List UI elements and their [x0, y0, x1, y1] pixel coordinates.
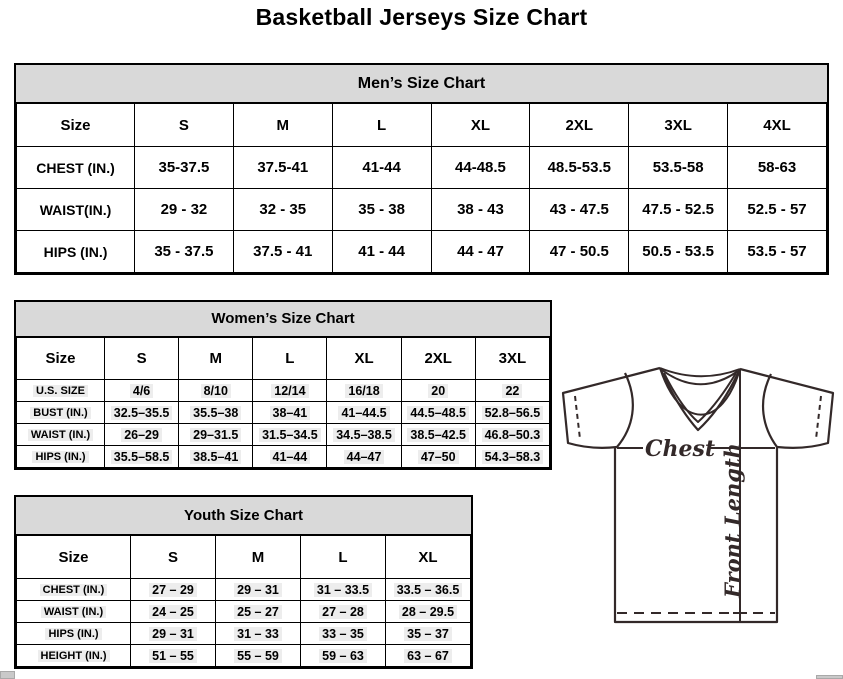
cell-text: 35.5–58.5 — [111, 450, 173, 464]
size-range-cell — [401, 380, 475, 402]
measurement-row-label — [17, 645, 131, 667]
size-range-cell — [105, 424, 179, 446]
jersey-left-cuff-dashes — [575, 396, 580, 439]
size-range-cell — [401, 446, 475, 468]
cell-text: CHEST (IN.) — [40, 584, 108, 596]
size-column-header: L — [332, 104, 431, 147]
size-range-cell — [131, 623, 216, 645]
jersey-measurement-diagram — [556, 360, 843, 645]
size-column-header: 3XL — [629, 104, 728, 147]
size-range-cell — [179, 402, 253, 424]
size-range-cell — [386, 579, 471, 601]
cell-text: 12/14 — [271, 384, 308, 398]
measurement-row — [17, 189, 827, 231]
measurement-row-label — [17, 446, 105, 468]
jersey-collar-back-arc1 — [660, 368, 740, 376]
jersey-body — [615, 447, 777, 622]
jersey-right-armhole — [763, 374, 777, 447]
jersey-left-armhole — [617, 373, 633, 447]
cell-text: 31.5–34.5 — [259, 428, 321, 442]
cell-text: 38.5–42.5 — [407, 428, 469, 442]
size-range-cell: 43 - 47.5 — [530, 189, 629, 231]
cell-text: 32.5–35.5 — [111, 406, 173, 420]
measurement-row-label — [17, 380, 105, 402]
cell-text: 33 – 35 — [319, 627, 367, 641]
youth-chart-title: Youth Size Chart — [16, 497, 471, 535]
size-column-header: Size — [17, 536, 131, 579]
size-range-cell — [327, 424, 401, 446]
size-range-cell — [327, 402, 401, 424]
size-column-header: 2XL — [401, 338, 475, 380]
cell-text: 29–31.5 — [190, 428, 241, 442]
cell-text: 46.8–50.3 — [482, 428, 544, 442]
size-range-cell: 38 - 43 — [431, 189, 530, 231]
size-range-cell — [475, 424, 549, 446]
cell-text: 41–44 — [270, 450, 311, 464]
mens-size-chart — [14, 63, 829, 275]
size-range-cell — [327, 446, 401, 468]
womens-chart-title: Women’s Size Chart — [16, 302, 550, 337]
size-column-header: XL — [386, 536, 471, 579]
size-range-cell: 32 - 35 — [233, 189, 332, 231]
measurement-row — [17, 231, 827, 273]
mens-chart-title: Men’s Size Chart — [16, 65, 827, 103]
size-header-row — [17, 536, 471, 579]
mens-size-table — [16, 103, 827, 273]
size-range-cell: 50.5 - 53.5 — [629, 231, 728, 273]
cell-text: 47–50 — [418, 450, 459, 464]
size-range-cell — [179, 424, 253, 446]
cell-text: 22 — [502, 384, 522, 398]
size-range-cell: 44-48.5 — [431, 147, 530, 189]
size-range-cell: 41-44 — [332, 147, 431, 189]
size-column-header: 3XL — [475, 338, 549, 380]
size-range-cell — [253, 402, 327, 424]
size-range-cell — [301, 645, 386, 667]
cell-text: 35.5–38 — [190, 406, 241, 420]
cell-text: 31 – 33 — [234, 627, 282, 641]
size-range-cell — [301, 601, 386, 623]
cell-text: WAIST (IN.) — [41, 606, 106, 618]
cell-text: 4/6 — [130, 384, 153, 398]
front-length-label: Front Length — [720, 443, 745, 598]
measurement-row — [17, 424, 550, 446]
cell-text: 38.5–41 — [190, 450, 241, 464]
size-range-cell — [105, 380, 179, 402]
size-range-cell — [131, 645, 216, 667]
cell-text: 29 – 31 — [234, 583, 282, 597]
size-column-header: M — [179, 338, 253, 380]
youth-size-table — [16, 535, 471, 667]
size-column-header: S — [131, 536, 216, 579]
womens-size-chart — [14, 300, 552, 470]
cell-text: 38–41 — [270, 406, 311, 420]
cell-text: 54.3–58.3 — [482, 450, 544, 464]
measurement-row-label — [17, 579, 131, 601]
size-range-cell: 53.5-58 — [629, 147, 728, 189]
size-range-cell — [475, 402, 549, 424]
cell-text: 34.5–38.5 — [333, 428, 395, 442]
measurement-row — [17, 579, 471, 601]
size-range-cell: 29 - 32 — [135, 189, 234, 231]
cell-text: 16/18 — [345, 384, 382, 398]
size-range-cell — [386, 645, 471, 667]
size-column-header: XL — [327, 338, 401, 380]
size-range-cell: 37.5-41 — [233, 147, 332, 189]
cell-text: 31 – 33.5 — [314, 583, 372, 597]
size-range-cell — [301, 579, 386, 601]
size-range-cell: 35 - 37.5 — [135, 231, 234, 273]
cell-text: BUST (IN.) — [30, 407, 90, 419]
cell-text: 41–44.5 — [338, 406, 389, 420]
measurement-row-label — [17, 402, 105, 424]
size-column-header: S — [105, 338, 179, 380]
size-range-cell: 41 - 44 — [332, 231, 431, 273]
size-range-cell — [475, 380, 549, 402]
cell-text: 63 – 67 — [404, 649, 452, 663]
page-title: Basketball Jerseys Size Chart — [255, 4, 588, 30]
cell-text: 28 – 29.5 — [399, 605, 457, 619]
size-range-cell — [179, 380, 253, 402]
size-range-cell: 58-63 — [728, 147, 827, 189]
size-range-cell: 48.5-53.5 — [530, 147, 629, 189]
size-range-cell — [131, 579, 216, 601]
cell-text: 44.5–48.5 — [407, 406, 469, 420]
size-header-row — [17, 104, 827, 147]
size-range-cell: 47.5 - 52.5 — [629, 189, 728, 231]
size-range-cell — [179, 446, 253, 468]
size-column-header: Size — [17, 338, 105, 380]
cell-text: 8/10 — [201, 384, 231, 398]
size-range-cell — [216, 601, 301, 623]
cell-text: 26–29 — [121, 428, 162, 442]
size-range-cell: 44 - 47 — [431, 231, 530, 273]
measurement-row — [17, 645, 471, 667]
cell-text: 27 – 29 — [149, 583, 197, 597]
scrollbar-fragment-right[interactable] — [816, 675, 843, 679]
measurement-row-label: CHEST (IN.) — [17, 147, 135, 189]
size-range-cell — [105, 402, 179, 424]
size-range-cell — [327, 380, 401, 402]
measurement-row-label: HIPS (IN.) — [17, 231, 135, 273]
size-range-cell — [386, 601, 471, 623]
size-range-cell — [105, 446, 179, 468]
size-range-cell — [253, 424, 327, 446]
size-range-cell: 47 - 50.5 — [530, 231, 629, 273]
size-range-cell — [301, 623, 386, 645]
cell-text: 52.8–56.5 — [482, 406, 544, 420]
cell-text: U.S. SIZE — [33, 385, 88, 397]
size-range-cell: 52.5 - 57 — [728, 189, 827, 231]
cell-text: 20 — [428, 384, 448, 398]
size-column-header: XL — [431, 104, 530, 147]
cell-text: 24 – 25 — [149, 605, 197, 619]
size-column-header: M — [233, 104, 332, 147]
size-range-cell — [401, 424, 475, 446]
scrollbar-corner-fragment-left[interactable] — [0, 671, 15, 679]
size-range-cell — [386, 623, 471, 645]
cell-text: 27 – 28 — [319, 605, 367, 619]
cell-text: 25 – 27 — [234, 605, 282, 619]
size-column-header: L — [253, 338, 327, 380]
chest-label: Chest — [645, 436, 716, 462]
size-range-cell: 37.5 - 41 — [233, 231, 332, 273]
cell-text: HIPS (IN.) — [32, 451, 88, 463]
size-range-cell — [216, 623, 301, 645]
measurement-row — [17, 446, 550, 468]
size-range-cell — [131, 601, 216, 623]
measurement-row — [17, 380, 550, 402]
womens-size-table — [16, 337, 550, 468]
size-range-cell — [401, 402, 475, 424]
size-column-header: Size — [17, 104, 135, 147]
jersey-right-cuff-dashes — [816, 396, 821, 439]
measurement-row — [17, 623, 471, 645]
size-range-cell: 53.5 - 57 — [728, 231, 827, 273]
measurement-row — [17, 601, 471, 623]
cell-text: 55 – 59 — [234, 649, 282, 663]
measurement-row-label: WAIST(IN.) — [17, 189, 135, 231]
size-header-row — [17, 338, 550, 380]
size-column-header: M — [216, 536, 301, 579]
size-range-cell: 35-37.5 — [135, 147, 234, 189]
cell-text: 35 – 37 — [404, 627, 452, 641]
size-column-header: S — [135, 104, 234, 147]
cell-text: 59 – 63 — [319, 649, 367, 663]
cell-text: HEIGHT (IN.) — [38, 650, 110, 662]
cell-text: 51 – 55 — [149, 649, 197, 663]
size-range-cell — [216, 645, 301, 667]
size-column-header: 2XL — [530, 104, 629, 147]
cell-text: 44–47 — [344, 450, 385, 464]
size-column-header: L — [301, 536, 386, 579]
youth-size-chart — [14, 495, 473, 669]
size-range-cell: 35 - 38 — [332, 189, 431, 231]
measurement-row — [17, 147, 827, 189]
size-column-header: 4XL — [728, 104, 827, 147]
measurement-row — [17, 402, 550, 424]
measurement-row-label — [17, 601, 131, 623]
cell-text: 33.5 – 36.5 — [394, 583, 463, 597]
cell-text: 29 – 31 — [149, 627, 197, 641]
size-range-cell — [253, 446, 327, 468]
size-range-cell — [475, 446, 549, 468]
measurement-row-label — [17, 623, 131, 645]
size-range-cell — [253, 380, 327, 402]
measurement-row-label — [17, 424, 105, 446]
cell-text: HIPS (IN.) — [45, 628, 101, 640]
cell-text: WAIST (IN.) — [28, 429, 93, 441]
size-range-cell — [216, 579, 301, 601]
